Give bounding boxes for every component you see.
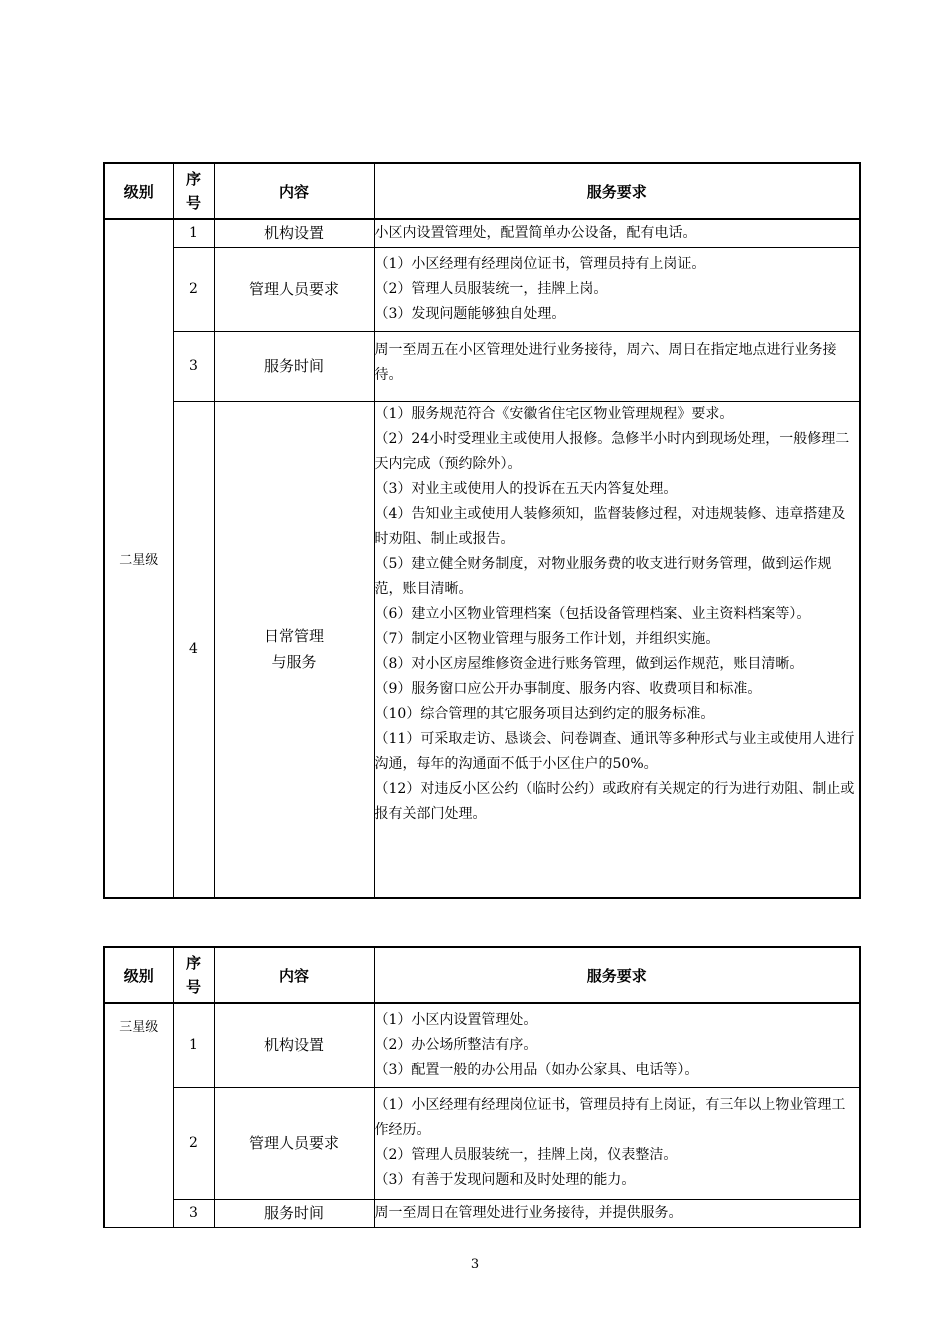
table-row [104, 1199, 860, 1227]
item-cell: 机构设置 [214, 1003, 374, 1087]
req-cell: 周一至周五在小区管理处进行业务接待，周六、周日在指定地点进行业务接待。 [374, 331, 860, 401]
req-cell: （1）服务规范符合《安徽省住宅区物业管理规程》要求。 （2）24小时受理业主或使用人报修。急修半小时内到现场处理，一般修理二天内完成（预约除外）。 （3）对业主或使用人的投诉在五天内答复处理。 （4）告知业主或使用人装修须知，监督装修过程，对违规装修、违章搭建及时劝阻、制止或报告。 （5）建立健全财务制度，对物业服务费的收支进行财务管理，做到运作规范，账目清晰。 （6）建立小区物业管理档案（包括设备管理档案、业主资料档案等）。 （7）制定小区物业管理与服务工作计划，并组织实施。 （8）对小区房屋维修资金进行账务管理，做到运作规范，账目清晰。 （9）服务窗口应公开办事制度、服务内容、收费项目和标准。 （10）综合管理的其它服务项目达到约定的服务标准。 （11）可采取走访、恳谈会、问卷调查、通讯等多种形式与业主或使用人进行沟通，每年的沟通面不低于小区住户的50%。 （12）对违反小区公约（临时公约）或政府有关规定的行为进行劝阻、制止或报有关部门处理。 [374, 401, 860, 898]
item-cell: 服务时间 [214, 331, 374, 401]
seq-cell: 3 [173, 1199, 214, 1227]
req-cell: （1）小区内设置管理处。 （2）办公场所整洁有序。 （3）配置一般的办公用品（如办公家具、电话等）。 [374, 1003, 860, 1087]
header-content: 内容 [214, 163, 374, 219]
table-row [104, 247, 860, 331]
seq-cell: 3 [173, 331, 214, 401]
table-row [104, 1087, 860, 1199]
seq-cell: 4 [173, 401, 214, 898]
header-seq: 序 号 [173, 947, 214, 1003]
item-cell: 服务时间 [214, 1199, 374, 1227]
page-number: 3 [470, 1257, 480, 1272]
table-header-row [104, 163, 860, 219]
req-cell: （1）小区经理有经理岗位证书，管理员持有上岗证。 （2）管理人员服装统一，挂牌上岗。 （3）发现问题能够独自处理。 [374, 247, 860, 331]
seq-cell: 2 [173, 1087, 214, 1199]
req-cell: 小区内设置管理处，配置简单办公设备，配有电话。 [374, 219, 860, 247]
item-cell: 机构设置 [214, 219, 374, 247]
header-requirements: 服务要求 [374, 163, 860, 219]
table-row [104, 401, 860, 898]
table-header-row [104, 947, 860, 1003]
item-cell: 管理人员要求 [214, 1087, 374, 1199]
header-level: 级别 [104, 163, 173, 219]
header-content: 内容 [214, 947, 374, 1003]
seq-cell: 1 [173, 219, 214, 247]
req-cell: （1）小区经理有经理岗位证书，管理员持有上岗证，有三年以上物业管理工作经历。 （2）管理人员服装统一，挂牌上岗，仪表整洁。 （3）有善于发现问题和及时处理的能力。 [374, 1087, 860, 1199]
req-cell: 周一至周日在管理处进行业务接待，并提供服务。 [374, 1199, 860, 1227]
table-row [104, 219, 860, 247]
item-cell: 管理人员要求 [214, 247, 374, 331]
service-table-three-star [103, 946, 861, 1228]
service-table-two-star [103, 162, 861, 899]
header-seq: 序 号 [173, 163, 214, 219]
header-requirements: 服务要求 [374, 947, 860, 1003]
header-level: 级别 [104, 947, 173, 1003]
table-row [104, 1003, 860, 1087]
level-cell: 三星级 [104, 1003, 173, 1227]
item-cell: 日常管理 与服务 [214, 401, 374, 898]
table-row [104, 331, 860, 401]
level-cell: 二星级 [104, 219, 173, 898]
seq-cell: 2 [173, 247, 214, 331]
seq-cell: 1 [173, 1003, 214, 1087]
